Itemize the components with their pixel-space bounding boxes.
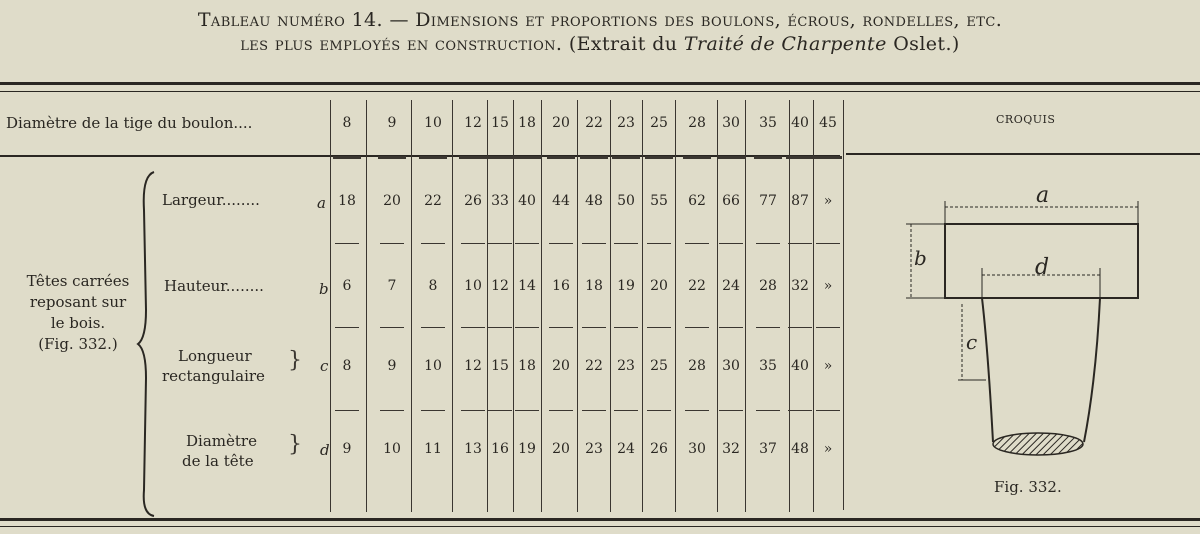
group-label-line-3: le bois. <box>50 314 106 332</box>
table-cell: 12 <box>464 358 482 374</box>
table-cell: 40 <box>791 358 809 374</box>
table-cell: 11 <box>424 441 442 457</box>
row-separator-dash <box>461 327 485 328</box>
top-rule-thick <box>0 82 1200 85</box>
table-cell: 20 <box>383 193 401 209</box>
column-separator <box>610 100 611 512</box>
row-separator-dash <box>788 410 812 411</box>
row-separator-dash <box>549 327 573 328</box>
table-cell: 23 <box>617 358 635 374</box>
header-cell-underline <box>419 156 447 159</box>
header-cell-underline <box>754 156 782 159</box>
row-separator-dash <box>614 327 638 328</box>
row-label-hauteur: Hauteur........ <box>164 277 264 295</box>
table-cell: 55 <box>650 193 668 209</box>
table-cell: 32 <box>791 278 809 294</box>
table-cell: 18 <box>338 193 356 209</box>
header-diameter-cell: 30 <box>722 115 740 131</box>
header-cell-underline <box>717 156 745 159</box>
header-diameter-cell: 18 <box>518 115 536 131</box>
group-label <box>8 271 148 355</box>
row-separator-dash <box>756 410 780 411</box>
row-separator-dash <box>647 327 671 328</box>
row-letter-b: b <box>319 280 329 298</box>
table-cell: 50 <box>617 193 635 209</box>
table-cell: 20 <box>650 278 668 294</box>
row-separator-dash <box>582 410 606 411</box>
row-separator-dash <box>685 410 709 411</box>
table-cell: 6 <box>342 278 352 294</box>
dim-label-d: d <box>1035 255 1050 280</box>
table-cell: » <box>823 193 833 209</box>
column-separator <box>411 100 412 512</box>
table-cell: 37 <box>759 441 777 457</box>
table-cell: 26 <box>464 193 482 209</box>
header-diameter-cell: 10 <box>424 115 442 131</box>
table-cell: 8 <box>342 358 352 374</box>
table-cell: 16 <box>552 278 570 294</box>
table-cell: 8 <box>428 278 438 294</box>
group-label-line-1: Têtes carrées <box>26 272 130 290</box>
header-cell-underline <box>786 156 814 159</box>
row-separator-dash <box>582 327 606 328</box>
table-cell: 18 <box>518 358 536 374</box>
row-separator-dash <box>582 243 606 244</box>
column-separator <box>577 100 578 512</box>
row-separator-dash <box>421 410 445 411</box>
table-cell: 18 <box>585 278 603 294</box>
column-separator <box>452 100 453 512</box>
row-separator-dash <box>421 327 445 328</box>
table-cell: 28 <box>759 278 777 294</box>
table-cell: 48 <box>585 193 603 209</box>
table-cell: 7 <box>387 278 397 294</box>
table-cell: 35 <box>759 358 777 374</box>
table-cell: 77 <box>759 193 777 209</box>
table-cell: » <box>823 358 833 374</box>
row-separator-dash <box>380 327 404 328</box>
dim-label-a: a <box>1036 183 1050 208</box>
row-separator-dash <box>647 243 671 244</box>
table-cell: 32 <box>722 441 740 457</box>
column-separator <box>675 100 676 512</box>
title-author: Oslet.) <box>893 33 960 55</box>
row-separator-dash <box>421 243 445 244</box>
header-rule-right <box>846 153 1200 155</box>
table-cell: 10 <box>383 441 401 457</box>
title-paren-open: (Extrait du <box>568 33 678 55</box>
row-separator-dash <box>685 243 709 244</box>
table-cell: 14 <box>518 278 536 294</box>
row-label-rectangulaire: rectangulaire <box>162 367 265 385</box>
top-rule-thin <box>0 91 1200 92</box>
row-separator-dash <box>685 327 709 328</box>
table-title <box>0 8 1200 56</box>
column-separator <box>745 100 746 512</box>
table-cell: 22 <box>585 358 603 374</box>
header-diameter-cell: 15 <box>491 115 509 131</box>
row-separator-dash <box>756 243 780 244</box>
row-separator-dash <box>488 243 512 244</box>
table-cell: 9 <box>387 358 397 374</box>
column-separator <box>789 100 790 512</box>
row-separator-dash <box>614 410 638 411</box>
row-brace-d: } <box>288 432 302 457</box>
table-cell: 10 <box>464 278 482 294</box>
title-text: — Dimensions et proportions des boulons, écrous, rondelles, etc. <box>389 9 1003 31</box>
header-cell-underline <box>333 156 361 159</box>
row-separator-dash <box>461 243 485 244</box>
row-separator-dash <box>335 327 359 328</box>
dim-label-b: b <box>914 246 927 270</box>
row-separator-dash <box>488 327 512 328</box>
row-separator-dash <box>756 327 780 328</box>
table-cell: 12 <box>491 278 509 294</box>
header-diameter-cell: 22 <box>585 115 603 131</box>
header-diameter-cell: 40 <box>791 115 809 131</box>
row-label-diametre: Diamètre <box>186 432 257 450</box>
title-line-1 <box>0 8 1200 32</box>
row-separator-dash <box>719 327 743 328</box>
figure-caption: Fig. 332. <box>994 478 1062 496</box>
header-diameter-cell: 25 <box>650 115 668 131</box>
row-separator-dash <box>549 410 573 411</box>
table-cell: 87 <box>791 193 809 209</box>
table-cell: 24 <box>722 278 740 294</box>
title-line-2 <box>0 32 1200 56</box>
row-separator-dash <box>647 410 671 411</box>
table-cell: 30 <box>688 441 706 457</box>
row-separator-dash <box>380 243 404 244</box>
header-cell-underline <box>547 156 575 159</box>
row-letter-d: d <box>320 441 330 459</box>
row-separator-dash <box>335 410 359 411</box>
title-number: Tableau numéro 14. <box>197 9 383 31</box>
bottom-rule-thin <box>0 526 1200 527</box>
table-cell: 15 <box>491 358 509 374</box>
header-label: Diamètre de la tige du boulon.... <box>6 114 253 132</box>
column-separator <box>642 100 643 512</box>
header-cell-underline <box>513 156 541 159</box>
header-diameter-cell: 35 <box>759 115 777 131</box>
table-cell: 19 <box>617 278 635 294</box>
row-brace-c: } <box>288 348 302 373</box>
column-separator <box>813 100 814 512</box>
table-cell: 20 <box>552 441 570 457</box>
header-diameter-cell: 45 <box>819 115 837 131</box>
column-separator <box>366 100 367 512</box>
header-diameter-cell: 20 <box>552 115 570 131</box>
header-cell-underline <box>580 156 608 159</box>
header-cell-underline <box>378 156 406 159</box>
table-cell: 62 <box>688 193 706 209</box>
header-diameter-cell: 28 <box>688 115 706 131</box>
header-diameter-cell: 9 <box>387 115 397 131</box>
table-cell: 28 <box>688 358 706 374</box>
table-cell: 66 <box>722 193 740 209</box>
table-cell: 30 <box>722 358 740 374</box>
table-cell: 23 <box>585 441 603 457</box>
row-separator-dash <box>549 243 573 244</box>
row-separator-dash <box>461 410 485 411</box>
row-label-largeur: Largeur........ <box>162 191 260 209</box>
row-separator-dash <box>788 243 812 244</box>
column-separator <box>513 100 514 512</box>
row-separator-dash <box>515 410 539 411</box>
column-separator <box>541 100 542 512</box>
row-separator-dash <box>719 410 743 411</box>
title-book: Traité de Charpente <box>683 33 887 55</box>
header-diameter-cell: 8 <box>342 115 352 131</box>
row-letter-c: c <box>320 357 329 375</box>
row-separator-dash <box>515 327 539 328</box>
table-cell: » <box>823 441 833 457</box>
column-separator <box>330 100 331 512</box>
table-cell: 40 <box>518 193 536 209</box>
row-label-longueur: Longueur <box>178 347 252 365</box>
row-separator-dash <box>816 327 840 328</box>
table-cell: 33 <box>491 193 509 209</box>
row-label-de-la-tete: de la tête <box>182 452 254 470</box>
table-cell: » <box>823 278 833 294</box>
header-cell-underline <box>459 156 487 159</box>
table-cell: 19 <box>518 441 536 457</box>
bolt-sketch <box>900 180 1160 470</box>
row-letter-a: a <box>317 194 326 212</box>
dim-label-c: c <box>966 330 978 354</box>
row-separator-dash <box>335 243 359 244</box>
header-cell-underline <box>814 156 842 159</box>
row-separator-dash <box>788 327 812 328</box>
table-cell: 9 <box>342 441 352 457</box>
bottom-rule-thick <box>0 518 1200 521</box>
table-cell: 16 <box>491 441 509 457</box>
group-label-line-2: reposant sur <box>29 293 127 311</box>
title-line2-prefix: les plus employés en construction. <box>240 33 563 55</box>
header-cell-underline <box>486 156 514 159</box>
table-cell: 20 <box>552 358 570 374</box>
column-separator <box>717 100 718 512</box>
row-separator-dash <box>488 410 512 411</box>
table-cell: 10 <box>424 358 442 374</box>
header-diameter-cell: 12 <box>464 115 482 131</box>
table-cell: 22 <box>424 193 442 209</box>
row-separator-dash <box>719 243 743 244</box>
row-separator-dash <box>816 243 840 244</box>
table-cell: 25 <box>650 358 668 374</box>
table-cell: 22 <box>688 278 706 294</box>
header-diameter-cell: 23 <box>617 115 635 131</box>
header-cell-underline <box>612 156 640 159</box>
group-label-line-4: (Fig. 332.) <box>38 335 118 353</box>
table-cell: 26 <box>650 441 668 457</box>
croquis-title: CROQUIS <box>996 113 1056 126</box>
group-brace <box>136 170 160 518</box>
row-separator-dash <box>515 243 539 244</box>
header-cell-underline <box>683 156 711 159</box>
row-separator-dash <box>816 410 840 411</box>
row-separator-dash <box>380 410 404 411</box>
table-cell: 44 <box>552 193 570 209</box>
table-cell: 13 <box>464 441 482 457</box>
column-separator <box>487 100 488 512</box>
table-cell: 48 <box>791 441 809 457</box>
row-separator-dash <box>614 243 638 244</box>
column-separator <box>843 100 844 510</box>
header-cell-underline <box>645 156 673 159</box>
table-cell: 24 <box>617 441 635 457</box>
